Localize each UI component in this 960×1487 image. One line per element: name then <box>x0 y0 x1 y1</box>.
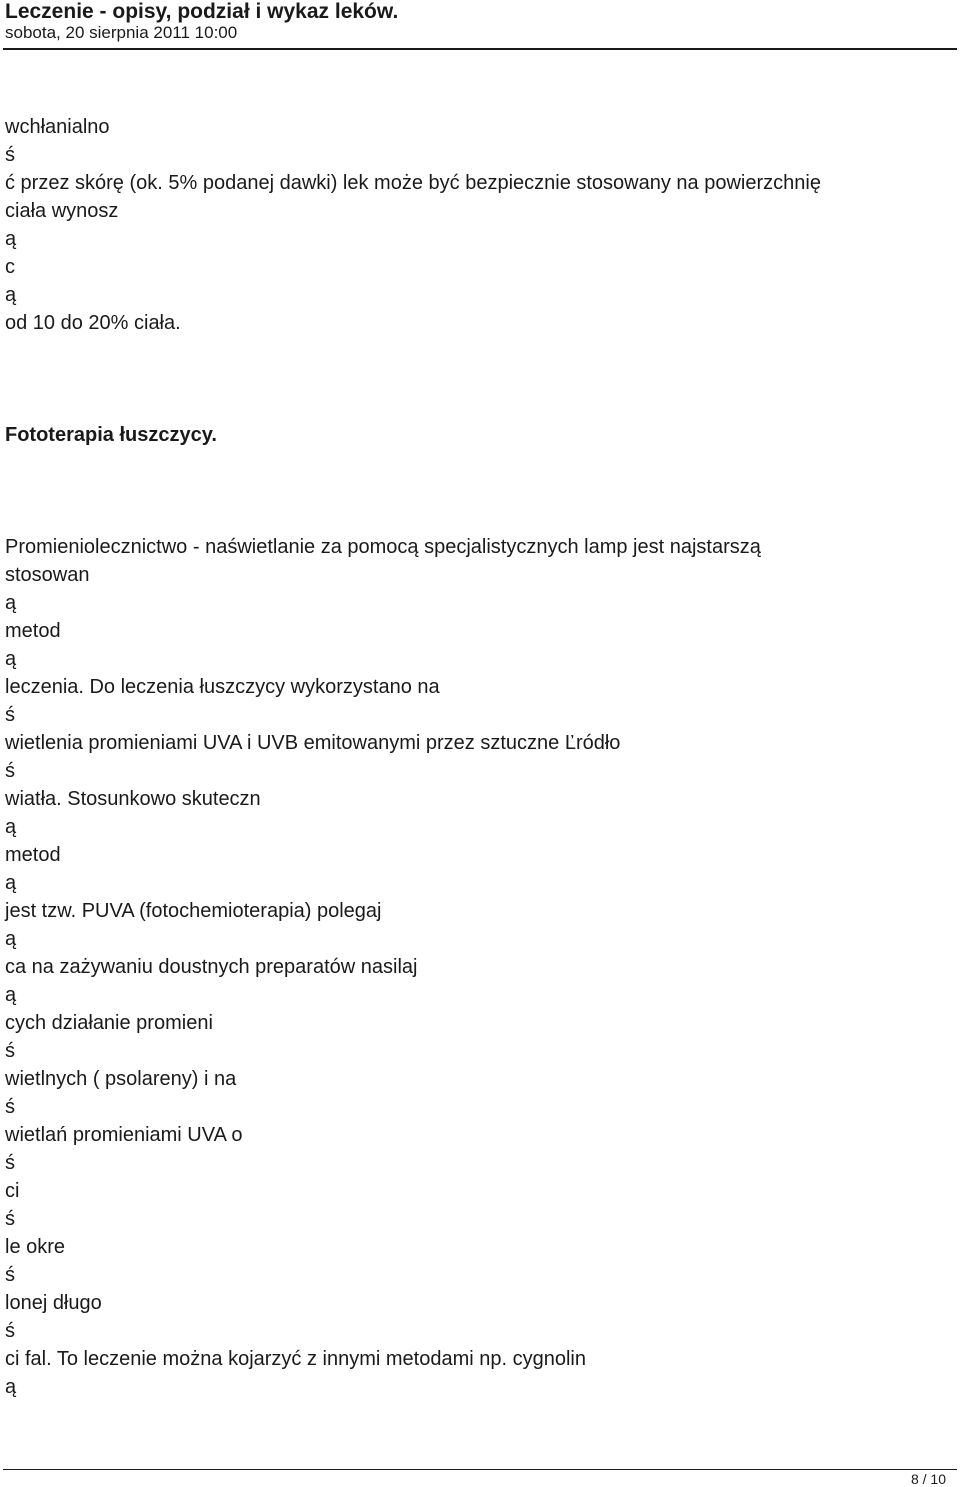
blank-line <box>5 337 955 365</box>
page-number: 8 / 10 <box>910 1471 946 1487</box>
text-line: ca na zażywaniu doustnych preparatów nasilaj <box>5 956 418 978</box>
document-title: Leczenie - opisy, podział i wykaz leków. <box>5 0 399 23</box>
text-line: wietlań promieniami UVA o <box>5 1124 243 1146</box>
text-line: ą <box>5 284 17 306</box>
text-line: jest tzw. PUVA (fotochemioterapia) polegaj <box>5 900 382 922</box>
blank-line <box>5 449 955 477</box>
text-line: wietlenia promieniami UVA i UVB emitowanymi przez sztuczne Ľródło <box>5 732 621 754</box>
document-date: sobota, 20 sierpnia 2011 10:00 <box>5 23 238 42</box>
text-line: ą <box>5 592 17 614</box>
text-line: ś <box>5 1208 15 1230</box>
text-line: leczenia. Do leczenia łuszczycy wykorzystano na <box>5 676 440 698</box>
blank-line <box>5 505 955 533</box>
text-line: ś <box>5 1320 15 1342</box>
text-line: ą <box>5 816 17 838</box>
text-line: le okre <box>5 1236 66 1258</box>
text-line: ć przez skórę (ok. 5% podanej dawki) lek może być bezpiecznie stosowany na powierzchnię <box>5 172 821 194</box>
text-line: ą <box>5 872 17 894</box>
blank-line <box>5 393 955 421</box>
text-line: Promieniolecznictwo - naświetlanie za pomocą specjalistycznych lamp jest najstarszą <box>5 536 761 558</box>
text-line: ś <box>5 144 15 166</box>
text-line: wietlnych ( psolareny) i na <box>5 1068 237 1090</box>
text-line: ą <box>5 928 17 950</box>
text-line: ś <box>5 760 15 782</box>
text-line: od 10 do 20% ciała. <box>5 312 181 334</box>
text-line: ci <box>5 1180 20 1202</box>
blank-line <box>5 365 955 393</box>
text-line: ś <box>5 1264 15 1286</box>
text-line: ś <box>5 1152 15 1174</box>
footer-divider <box>3 1469 957 1470</box>
text-line: ą <box>5 1376 17 1398</box>
text-line: ś <box>5 1096 15 1118</box>
text-line: stosowan <box>5 564 90 586</box>
text-line: ciała wynosz <box>5 200 119 222</box>
document-body <box>5 113 955 1401</box>
section-heading: Fototerapia łuszczycy. <box>5 424 217 446</box>
text-line: wiatła. Stosunkowo skuteczn <box>5 788 261 810</box>
blank-line <box>5 477 955 505</box>
text-line: lonej długo <box>5 1292 102 1314</box>
text-line: c <box>5 256 15 278</box>
text-line: metod <box>5 620 61 642</box>
text-line: ą <box>5 984 17 1006</box>
text-line: ci fal. To leczenie można kojarzyć z innymi metodami np. cygnolin <box>5 1348 586 1370</box>
header-divider <box>3 48 957 50</box>
text-line: metod <box>5 844 61 866</box>
text-line: ś <box>5 1040 15 1062</box>
text-line: wchłanialno <box>5 116 110 138</box>
text-line: ś <box>5 704 15 726</box>
text-line: cych działanie promieni <box>5 1012 213 1034</box>
text-line: ą <box>5 228 17 250</box>
text-line: ą <box>5 648 17 670</box>
